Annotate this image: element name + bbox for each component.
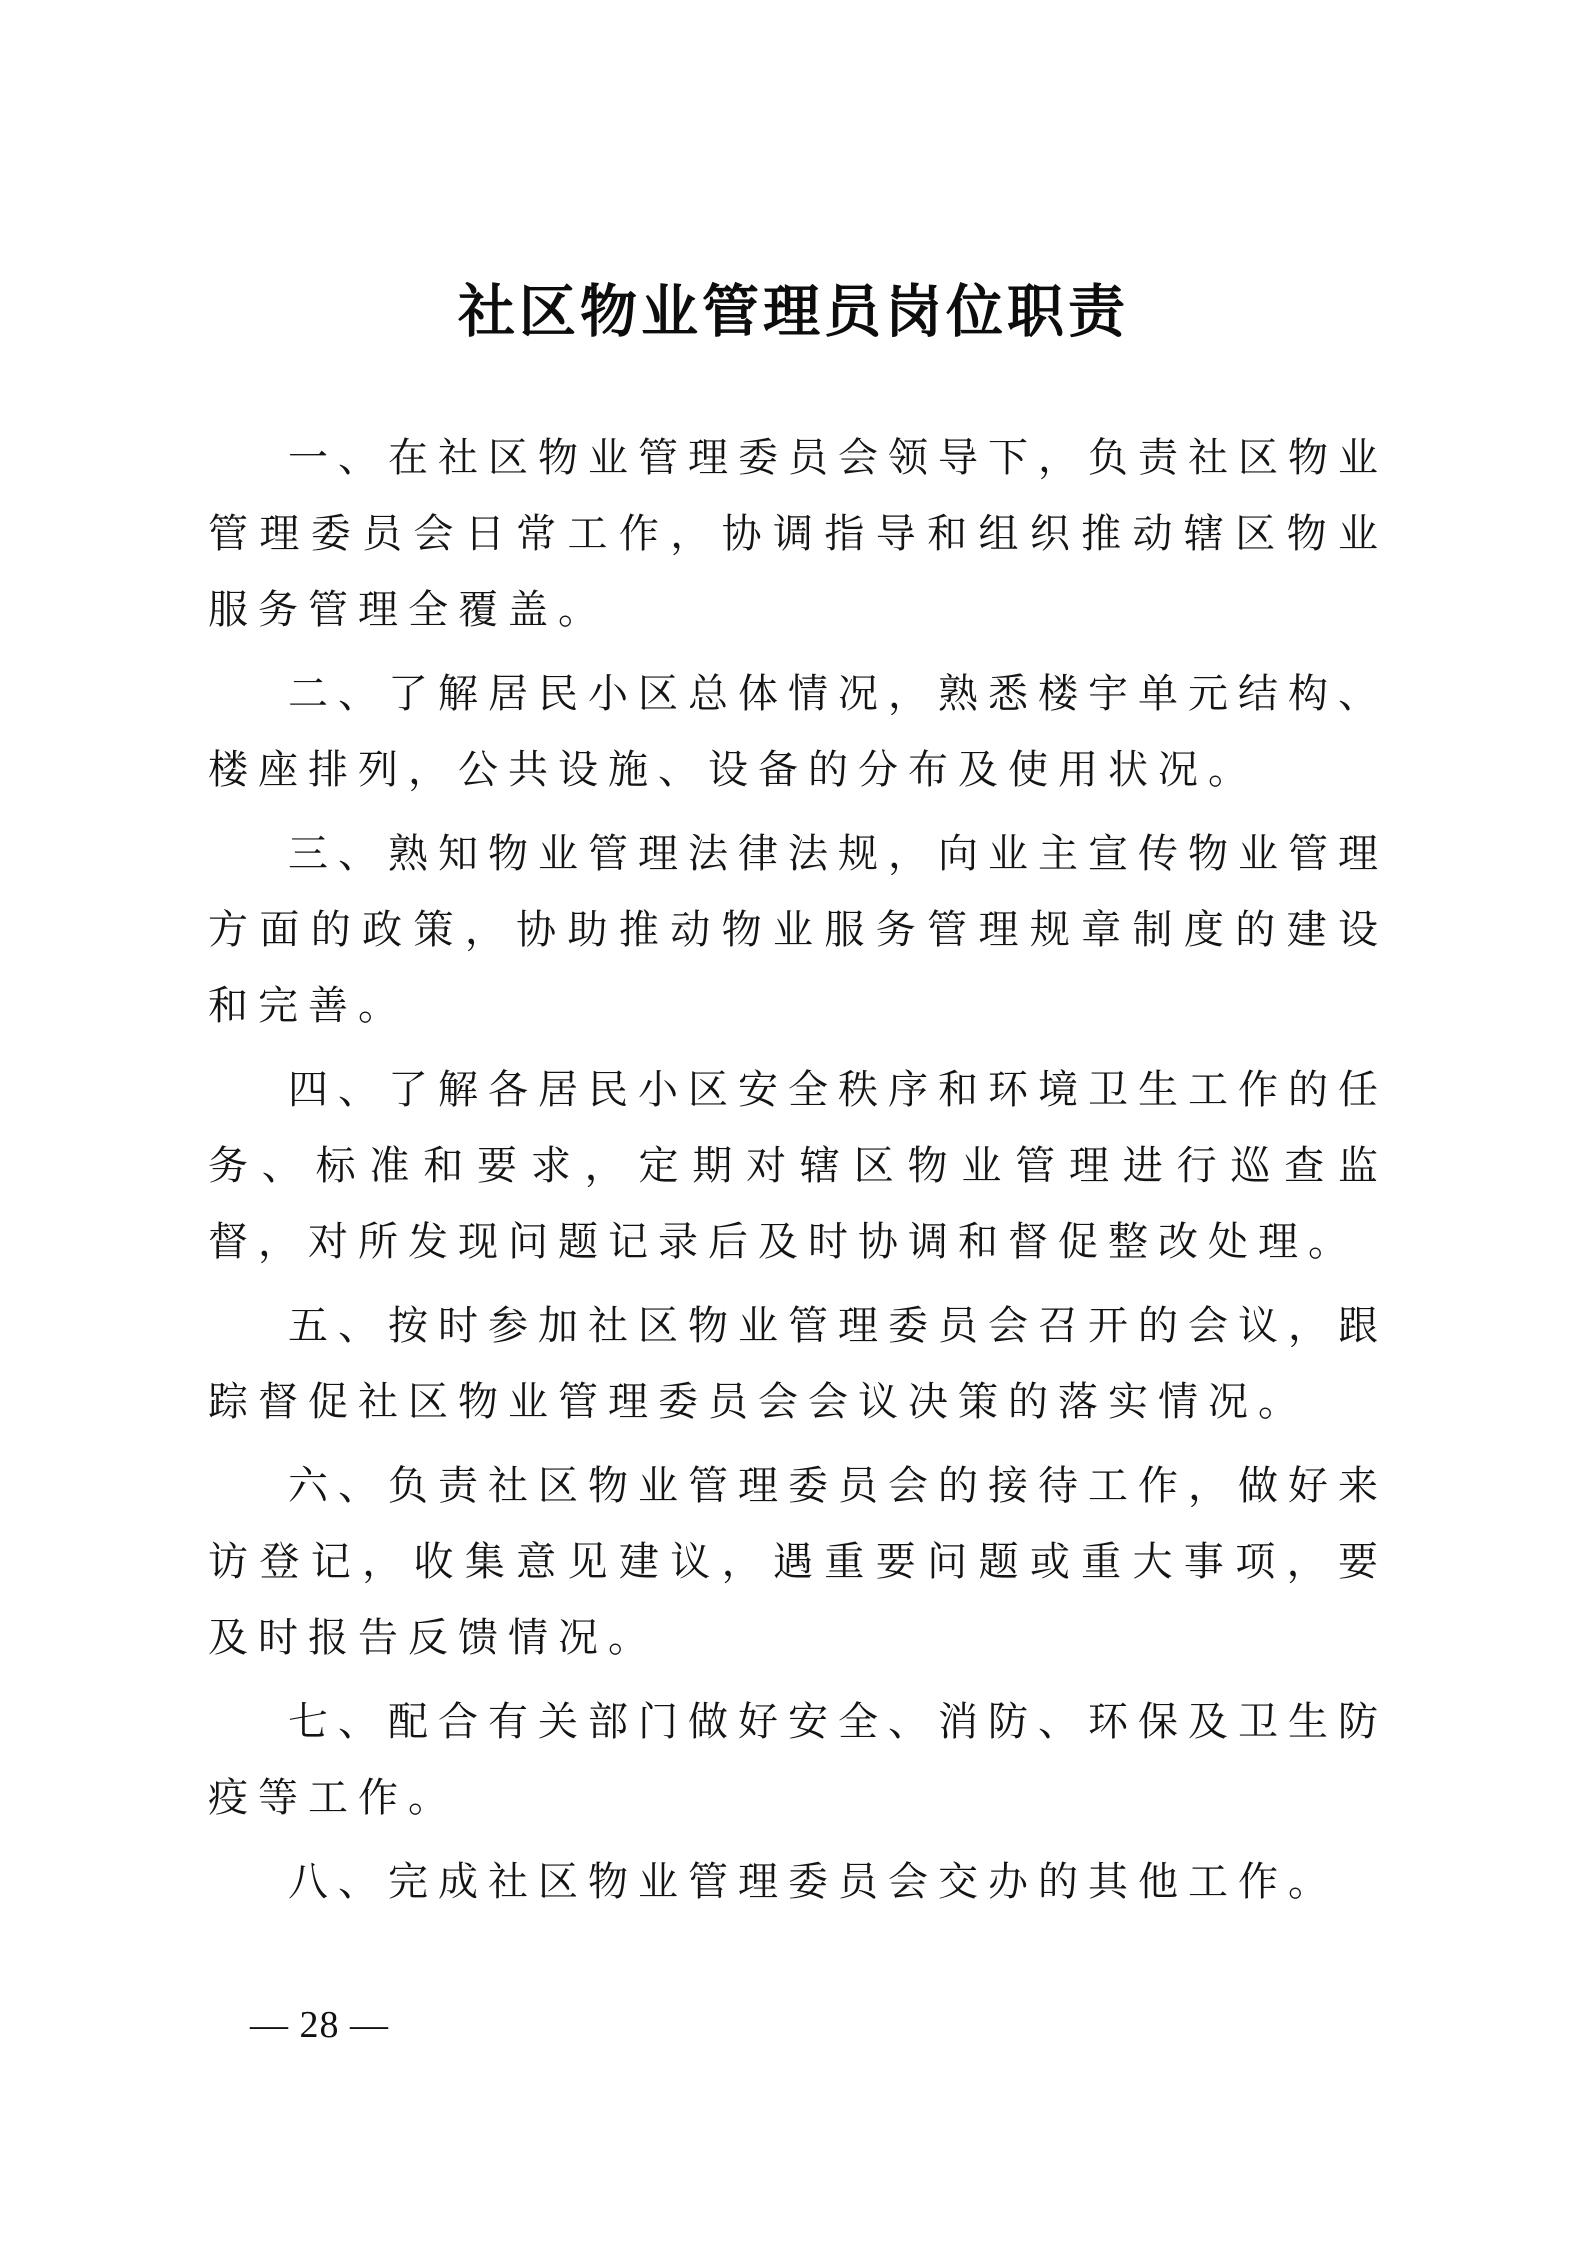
page-number: — 28 — xyxy=(250,2004,389,2046)
paragraph-8: 八、完成社区物业管理委员会交办的其他工作。 xyxy=(288,1859,1338,1905)
paragraph-5: 五、按时参加社区物业管理委员会召开的会议，跟踪督促社区物业管理委员会会议决策的落实情况。 xyxy=(208,1303,1388,1425)
paragraph-7: 七、配合有关部门做好安全、消防、环保及卫生防疫等工作。 xyxy=(208,1699,1388,1821)
paragraph-6: 六、负责社区物业管理委员会的接待工作，做好来访登记，收集意见建议，遇重要问题或重大事项，要及时报告反馈情况。 xyxy=(208,1463,1388,1661)
paragraph-2: 二、了解居民小区总体情况，熟悉楼宇单元结构、楼座排列，公共设施、设备的分布及使用状况。 xyxy=(208,671,1388,793)
document-body xyxy=(208,420,1388,1928)
paragraph-3: 三、熟知物业管理法律法规，向业主宣传物业管理方面的政策，协助推动物业服务管理规章制度的建设和完善。 xyxy=(208,831,1388,1029)
document-title: 社区物业管理员岗位职责 xyxy=(458,279,1129,345)
paragraph-1: 一、在社区物业管理委员会领导下，负责社区物业管理委员会日常工作，协调指导和组织推动辖区物业服务管理全覆盖。 xyxy=(208,435,1388,633)
paragraph-4: 四、了解各居民小区安全秩序和环境卫生工作的任务、标准和要求，定期对辖区物业管理进行巡查监督，对所发现问题记录后及时协调和督促整改处理。 xyxy=(208,1067,1388,1265)
